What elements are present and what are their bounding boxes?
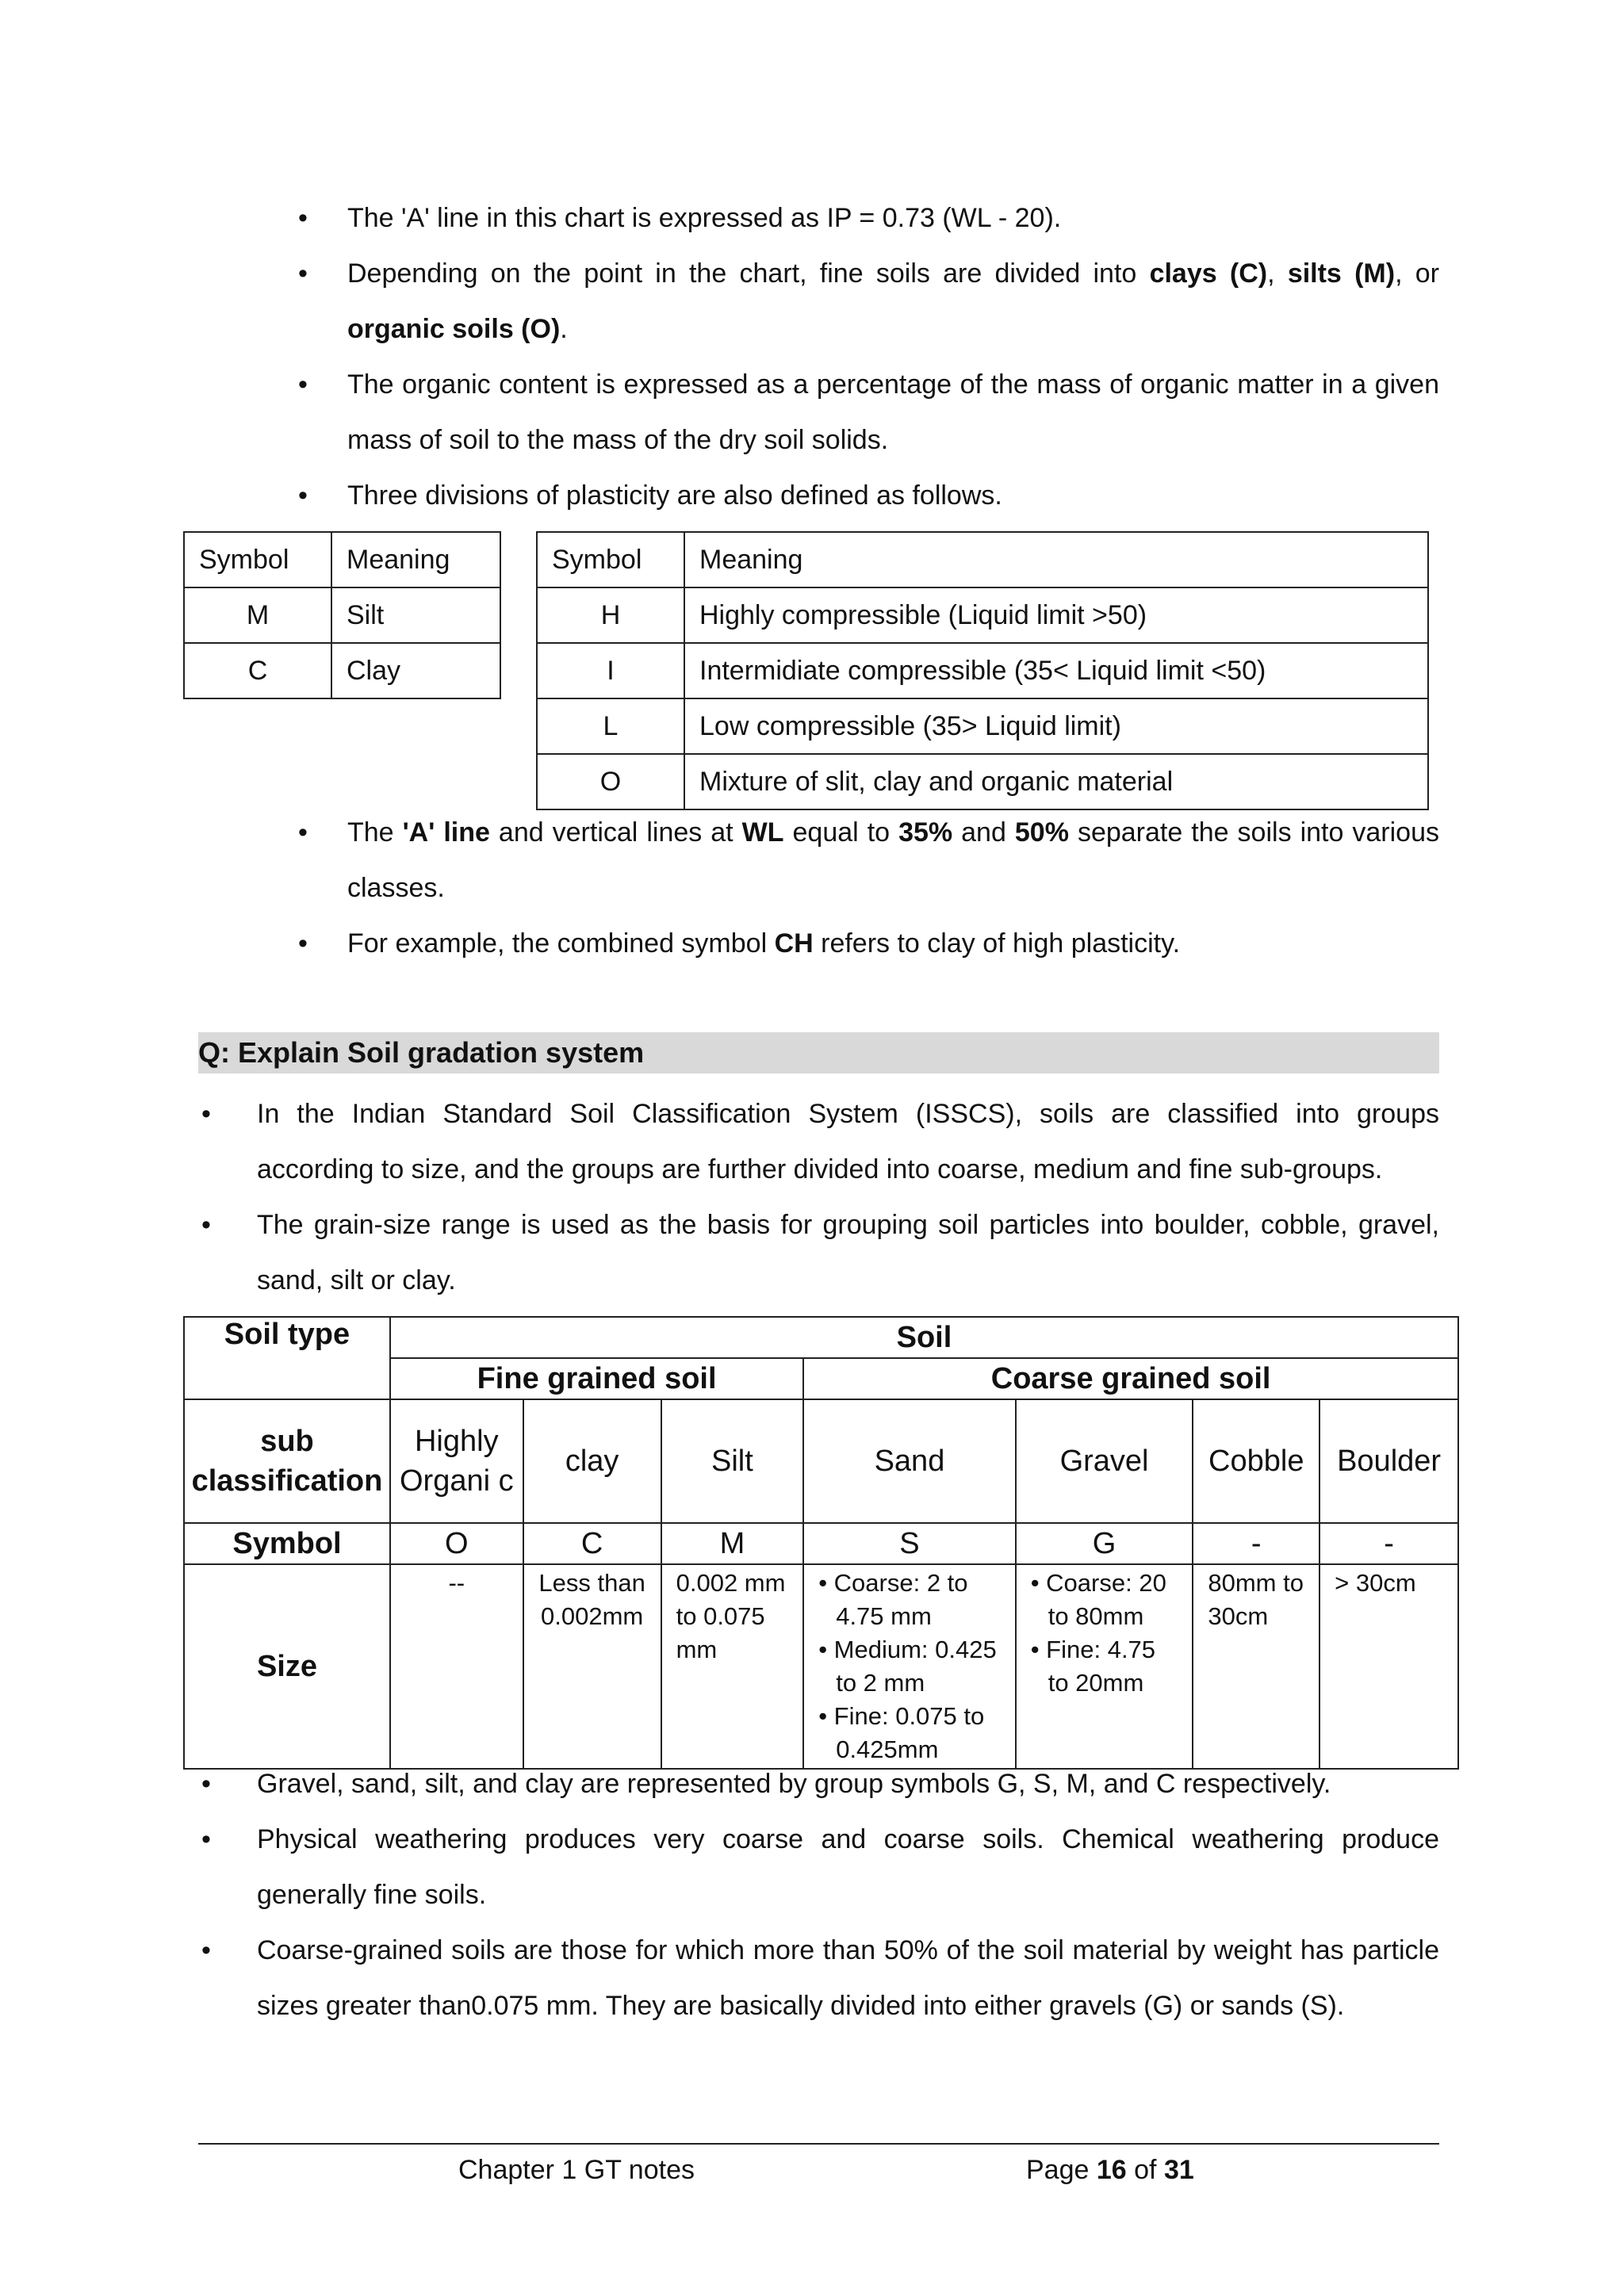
soil-gradation-table — [183, 1316, 1459, 1770]
table-header: Symbol — [184, 532, 331, 587]
subclass-sand: Sand — [803, 1399, 1016, 1523]
size-sand-fine: • Fine: 0.075 to 0.425mm — [818, 1702, 985, 1763]
size-gravel — [1016, 1564, 1193, 1769]
size-gravel-coarse: • Coarse: 20 to 80mm — [1030, 1569, 1166, 1630]
bullet-icon: • — [298, 480, 308, 511]
table-cell: Intermidiate compressible (35< Liquid limit <50) — [684, 643, 1428, 698]
bullet-icon: • — [201, 1935, 211, 1965]
table-header: Meaning — [331, 532, 500, 587]
gradation-bullet-list — [198, 1086, 1439, 1308]
list-item: • Three divisions of plasticity are also defined as follows. — [295, 468, 1439, 523]
list-item: • Physical weathering produces very coarse and coarse soils. Chemical weathering produce generally fine soils. — [198, 1812, 1439, 1923]
symbol-cell: G — [1016, 1523, 1193, 1564]
table-row — [184, 643, 500, 698]
size-clay: Less than 0.002mm — [523, 1564, 661, 1769]
section-heading: Q: Explain Soil gradation system — [198, 1032, 1439, 1073]
size-cobble: 80mm to 30cm — [1193, 1564, 1320, 1769]
subclass-silt: Silt — [661, 1399, 804, 1523]
symbol-cell: O — [390, 1523, 523, 1564]
symbol-header: Symbol — [184, 1523, 390, 1564]
subclass-clay: clay — [523, 1399, 661, 1523]
fine-grained-header: Fine grained soil — [390, 1358, 803, 1399]
soil-type-symbol-table — [183, 531, 501, 699]
subclass-organic: Highly Organi c — [390, 1399, 523, 1523]
list-item: • Coarse-grained soils are those for which more than 50% of the soil material by weight has particle sizes greater than0.075 mm. They are basically divided into either gravels (G) or sands (S). — [198, 1923, 1439, 2034]
size-boulder: > 30cm — [1320, 1564, 1458, 1769]
list-item: • The grain-size range is used as the basis for grouping soil particles into boulder, cobble, gravel, sand, silt or clay. — [198, 1197, 1439, 1308]
table-cell: H — [537, 587, 684, 643]
table-row — [537, 754, 1428, 809]
table-cell: L — [537, 698, 684, 754]
classification-bullet-list — [295, 805, 1439, 971]
list-item: • The 'A' line and vertical lines at WL equal to 35% and 50% separate the soils into various classes. — [295, 805, 1439, 916]
coarse-grained-header: Coarse grained soil — [803, 1358, 1458, 1399]
bullet-icon: • — [298, 203, 308, 233]
bullet-icon: • — [201, 1099, 211, 1129]
soil-notes-bullet-list — [198, 1756, 1439, 2034]
table-cell: I — [537, 643, 684, 698]
subclass-gravel: Gravel — [1016, 1399, 1193, 1523]
plasticity-symbol-table — [536, 531, 1429, 810]
size-silt: 0.002 mm to 0.075 mm — [661, 1564, 804, 1769]
size-sand-medium: • Medium: 0.425 to 2 mm — [818, 1636, 997, 1697]
symbol-cell: - — [1193, 1523, 1320, 1564]
table-cell: Clay — [331, 643, 500, 698]
list-item: • For example, the combined symbol CH refers to clay of high plasticity. — [295, 916, 1439, 971]
table-row — [537, 643, 1428, 698]
list-item: • The organic content is expressed as a percentage of the mass of organic matter in a given mass of soil to the mass of the dry soil solids. — [295, 357, 1439, 468]
bullet-icon: • — [201, 1824, 211, 1854]
table-header: Meaning — [684, 532, 1428, 587]
list-item: • The 'A' line in this chart is expressed as IP = 0.73 (WL - 20). — [295, 190, 1439, 246]
table-cell: Low compressible (35> Liquid limit) — [684, 698, 1428, 754]
table-cell: Silt — [331, 587, 500, 643]
table-row — [537, 587, 1428, 643]
soil-header: Soil — [390, 1317, 1458, 1358]
bullet-icon: • — [298, 928, 308, 959]
bullet-icon: • — [298, 369, 308, 400]
footer-divider — [198, 2143, 1439, 2145]
size-sand-coarse: • Coarse: 2 to 4.75 mm — [818, 1569, 968, 1630]
table-cell: M — [184, 587, 331, 643]
bullet-icon: • — [298, 258, 308, 289]
symbol-cell: - — [1320, 1523, 1458, 1564]
footer-page-number: Page 16 of 31 — [1026, 2155, 1194, 2185]
size-organic: -- — [390, 1564, 523, 1769]
table-header: Symbol — [537, 532, 684, 587]
table-cell: O — [537, 754, 684, 809]
subclass-boulder: Boulder — [1320, 1399, 1458, 1523]
symbol-cell: M — [661, 1523, 804, 1564]
subclass-cobble: Cobble — [1193, 1399, 1320, 1523]
soil-type-header: Soil type — [184, 1317, 390, 1399]
bullet-icon: • — [201, 1769, 211, 1799]
list-item: • Depending on the point in the chart, fine soils are divided into clays (C), silts (M), or organic soils (O). — [295, 246, 1439, 357]
footer-chapter-title: Chapter 1 GT notes — [458, 2155, 695, 2185]
size-sand — [803, 1564, 1016, 1769]
table-row — [537, 698, 1428, 754]
table-row — [184, 587, 500, 643]
list-item: • Gravel, sand, silt, and clay are represented by group symbols G, S, M, and C respectively. — [198, 1756, 1439, 1812]
size-header: Size — [184, 1564, 390, 1769]
intro-bullet-list — [295, 190, 1439, 523]
table-cell: Highly compressible (Liquid limit >50) — [684, 587, 1428, 643]
list-item: • In the Indian Standard Soil Classification System (ISSCS), soils are classified into groups according to size, and the groups are further divided into coarse, medium and fine sub-groups. — [198, 1086, 1439, 1197]
size-gravel-fine: • Fine: 4.75 to 20mm — [1030, 1636, 1156, 1697]
sub-classification-header: sub classification — [184, 1399, 390, 1523]
bullet-icon: • — [298, 817, 308, 848]
table-cell: C — [184, 643, 331, 698]
table-cell: Mixture of slit, clay and organic material — [684, 754, 1428, 809]
symbol-cell: S — [803, 1523, 1016, 1564]
symbol-cell: C — [523, 1523, 661, 1564]
bullet-icon: • — [201, 1210, 211, 1240]
